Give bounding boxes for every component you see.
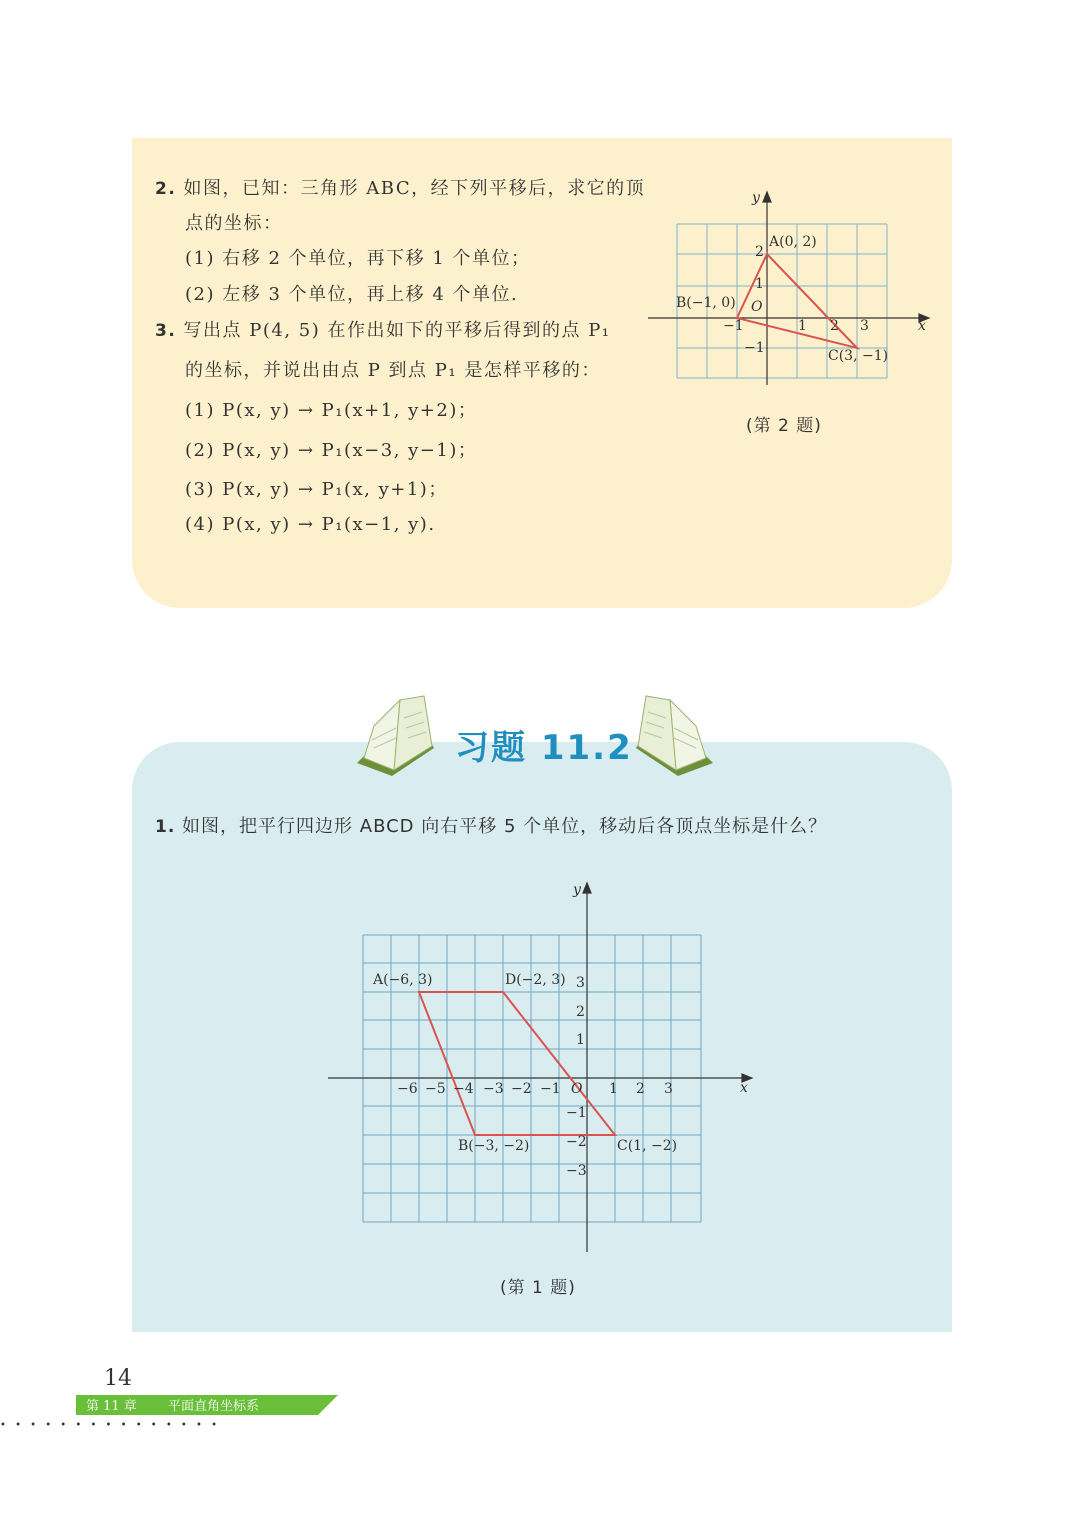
point-a-label: A(−6, 3) xyxy=(373,972,433,988)
y-axis-label: y xyxy=(752,190,760,206)
point-b-label: B(−1, 0) xyxy=(676,295,736,311)
y-tick-label: −1 xyxy=(744,340,765,356)
y-tick-label: 3 xyxy=(576,975,585,991)
x-tick-label: 3 xyxy=(860,318,869,334)
ex3-sub1: (1) P(x, y) → P₁(x+1, y+2)； xyxy=(185,400,478,421)
point-c-label: C(3, −1) xyxy=(828,348,889,364)
y-axis-label: y xyxy=(573,882,581,898)
x-tick-label: −1 xyxy=(540,1081,561,1097)
x-tick-label: −6 xyxy=(397,1081,418,1097)
ex3-sub3: (3) P(x, y) → P₁(x, y+1)； xyxy=(185,479,448,500)
figure-2-caption: (第 2 题) xyxy=(746,416,822,436)
footer-dotted-rule: • • • • • • • • • • • • • • • xyxy=(0,1420,220,1431)
y-tick-label: 1 xyxy=(576,1032,585,1048)
chapter-title: 平面直角坐标系 xyxy=(168,1399,260,1414)
origin-label: O xyxy=(571,1081,583,1097)
ex3-sub2: (2) P(x, y) → P₁(x−3, y−1)； xyxy=(185,440,478,461)
y-tick-label: −3 xyxy=(566,1163,587,1179)
page-number: 14 xyxy=(104,1366,132,1391)
y-tick-label: 2 xyxy=(755,244,764,260)
x-tick-label: 3 xyxy=(664,1081,673,1097)
ex2-line2: 点的坐标： xyxy=(185,213,283,234)
figure-1-coordinate-grid xyxy=(320,875,770,1260)
y-tick-label: 1 xyxy=(755,276,764,292)
x-tick-label: −2 xyxy=(511,1081,532,1097)
point-a-label: A(0, 2) xyxy=(769,234,817,250)
axes xyxy=(328,883,752,1252)
ex2-sub1: (1) 右移 2 个单位，再下移 1 个单位； xyxy=(185,248,531,269)
figure-2-coordinate-grid xyxy=(640,185,940,385)
x-tick-label: −3 xyxy=(483,1081,504,1097)
x-tick-label: −1 xyxy=(723,318,744,334)
origin-label: O xyxy=(751,299,763,315)
x-tick-label: −5 xyxy=(425,1081,446,1097)
ex3-line1: 3. 写出点 P(4, 5) 在作出如下的平移后得到的点 P₁ xyxy=(155,320,611,341)
x-tick-label: 2 xyxy=(830,318,839,334)
x-tick-label: −4 xyxy=(453,1081,474,1097)
x-axis-label: x xyxy=(740,1080,748,1096)
x-tick-label: 2 xyxy=(636,1081,645,1097)
ex1-text: 1. 如图，把平行四边形 ABCD 向右平移 5 个单位，移动后各顶点坐标是什么？ xyxy=(155,816,828,837)
y-tick-label: −2 xyxy=(566,1134,587,1150)
chapter-number: 第 11 章 xyxy=(86,1399,137,1414)
ex3-line2: 的坐标，并说出由点 P 到点 P₁ 是怎样平移的： xyxy=(185,360,601,381)
section-title: 习题 11.2 xyxy=(455,728,633,768)
chapter-tag xyxy=(76,1395,338,1415)
x-tick-label: 1 xyxy=(798,318,807,334)
ex2-sub2: (2) 左移 3 个单位，再上移 4 个单位. xyxy=(185,284,519,305)
figure-1-caption: (第 1 题) xyxy=(500,1278,576,1298)
x-axis-label: x xyxy=(918,318,926,334)
x-tick-label: 1 xyxy=(609,1081,618,1097)
y-tick-label: 2 xyxy=(576,1004,585,1020)
point-b-label: B(−3, −2) xyxy=(458,1138,530,1154)
y-tick-label: −1 xyxy=(566,1105,587,1121)
book-icon-left xyxy=(352,688,452,780)
ex2-line1: 2. 如图，已知：三角形 ABC，经下列平移后，求它的顶 xyxy=(155,178,646,199)
point-d-label: D(−2, 3) xyxy=(505,972,566,988)
ex3-sub4: (4) P(x, y) → P₁(x−1, y). xyxy=(185,514,436,535)
point-c-label: C(1, −2) xyxy=(617,1138,678,1154)
book-icon-right xyxy=(618,688,718,780)
